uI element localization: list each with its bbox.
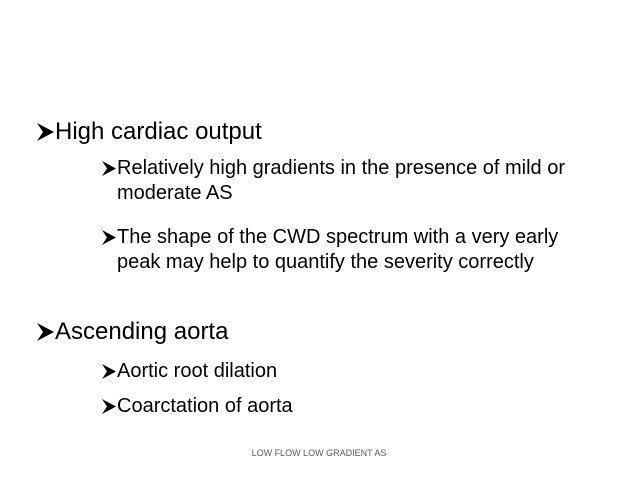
sub-bullet-cwd-spectrum-shape <box>101 225 571 275</box>
sub-bullet-coarctation-of-aorta <box>101 394 293 419</box>
bullet-text: Aortic root dilation <box>117 360 278 382</box>
bullet-text: Ascending aorta <box>55 318 229 345</box>
bullet-text: High cardiac output <box>55 118 262 145</box>
bullet-ascending-aorta <box>36 318 228 346</box>
arrowhead-bullet-icon <box>101 225 117 250</box>
bullet-text: Coarctation of aorta <box>117 395 293 417</box>
sub-bullet-relatively-high-gradients <box>101 156 571 206</box>
bullet-text: Relatively high gradients in the presence of mild or moderate AS <box>117 157 566 204</box>
arrowhead-bullet-icon <box>101 156 117 181</box>
arrowhead-bullet-icon <box>36 118 55 146</box>
slide-footer: LOW FLOW LOW GRADIENT AS <box>251 448 387 458</box>
bullet-text: The shape of the CWD spectrum with a very early peak may help to quantify the severity correctly <box>117 226 559 273</box>
arrowhead-bullet-icon <box>36 318 55 346</box>
arrowhead-bullet-icon <box>101 359 117 384</box>
bullet-high-cardiac-output <box>36 118 262 146</box>
arrowhead-bullet-icon <box>101 394 117 419</box>
sub-bullet-aortic-root-dilation <box>101 359 277 384</box>
